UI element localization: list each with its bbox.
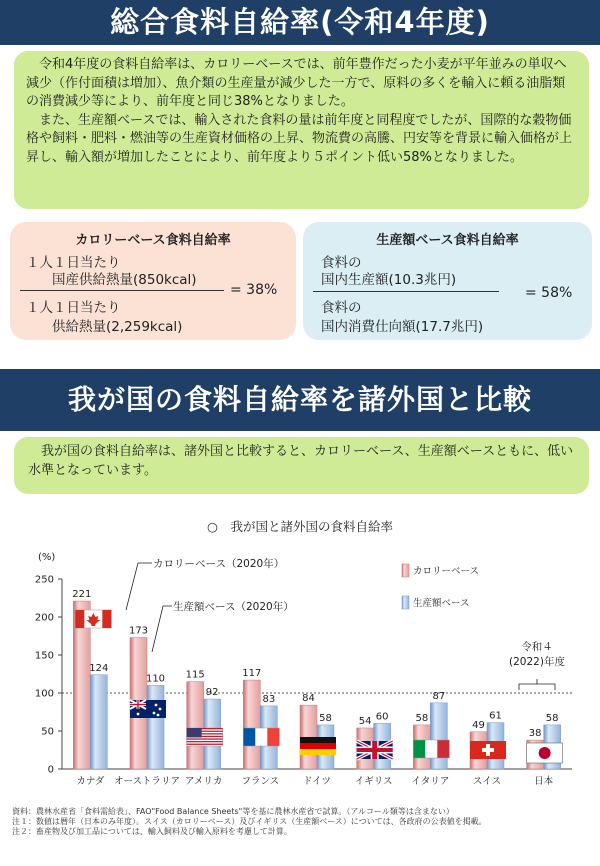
calorie-numerator-line2: 国産供給熱量(850kcal) (52, 272, 197, 288)
canada-flag-icon (75, 610, 111, 628)
production-formula-box (303, 222, 592, 340)
calorie-formula-title: カロリーベース食料自給率 (75, 233, 231, 248)
chart-title: ○ 我が国と諸外国の食料自給率 (207, 519, 393, 534)
y-tick-label: 250 (34, 574, 54, 586)
x-tick-label: ドイツ (302, 776, 332, 787)
x-tick-label: カナダ (76, 776, 105, 787)
data-label-calorie: 54 (358, 715, 372, 727)
data-label-calorie: 173 (128, 625, 149, 637)
comparison-text-box (14, 437, 589, 494)
y-tick-label: 100 (34, 688, 54, 700)
bar-production (147, 685, 164, 769)
annotation-japan-bracket (519, 679, 555, 690)
data-label-calorie: 115 (185, 669, 205, 681)
data-label-calorie: 58 (415, 712, 429, 724)
x-tick-label: 日本 (534, 776, 554, 787)
production-denominator-line2: 国内消費仕向額(17.7兆円) (321, 319, 484, 335)
data-label-production: 58 (545, 712, 559, 724)
switzerland-flag-icon (470, 741, 506, 759)
section-title: 我が国の食料自給率を諸外国と比較 (0, 369, 600, 431)
annotation-production-leader (152, 606, 172, 652)
data-label-production: 124 (89, 662, 109, 674)
bar-production (430, 703, 447, 769)
production-formula-title: 生産額ベース食料自給率 (376, 233, 519, 248)
x-tick-label: フランス (241, 776, 280, 787)
data-label-calorie: 84 (302, 693, 315, 705)
summary-box (14, 51, 589, 209)
data-label-production: 83 (262, 693, 276, 705)
data-label-production: 61 (489, 710, 502, 722)
data-label-calorie: 221 (72, 589, 92, 601)
calorie-result: = 38% (230, 282, 278, 298)
note-1: 注１：数値は暦年（日本のみ年度）。スイス（カロリーベース）及びイギリス（生産額ベース）については、各政府の公表値を掲載。 (12, 817, 487, 826)
annotation-japan-year-line1: 令和４ (521, 641, 553, 653)
annotation-calorie-year: カロリーベース（2020年） (153, 558, 285, 570)
data-label-production: 60 (375, 711, 389, 723)
uk-flag-icon (357, 741, 393, 759)
legend-label-calorie: カロリーベース (413, 566, 480, 577)
production-fraction-line (313, 291, 499, 292)
bar-production (90, 675, 107, 769)
y-axis-unit: (%) (38, 552, 56, 563)
data-label-calorie: 117 (242, 668, 262, 680)
y-tick-label: 150 (34, 650, 54, 662)
australia-flag-icon (130, 700, 166, 718)
y-tick-label: 50 (41, 726, 54, 738)
production-denominator-line1: 食料の (321, 300, 362, 316)
x-tick-label: オーストラリア (113, 776, 181, 787)
france-flag-icon (243, 728, 279, 746)
y-tick-label: 200 (34, 612, 54, 624)
data-label-calorie: 49 (472, 719, 485, 731)
notes (12, 807, 597, 837)
chart-legend (402, 564, 479, 609)
legend-swatch-calorie (402, 564, 409, 577)
calorie-fraction-line (20, 290, 224, 291)
germany-flag-icon (300, 737, 336, 755)
japan-flag-icon (527, 743, 563, 763)
x-tick-label: アメリカ (184, 776, 223, 787)
x-tick-label: イギリス (354, 776, 393, 787)
calorie-numerator-line1: １人１日当たり (26, 255, 121, 271)
legend-swatch-production (402, 596, 409, 609)
data-label-production: 92 (205, 687, 219, 699)
production-numerator-line1: 食料の (321, 255, 362, 271)
annotation-calorie-leader (126, 563, 152, 610)
legend-label-production: 生産額ベース (413, 598, 470, 609)
data-label-production: 87 (432, 690, 446, 702)
summary-paragraph-2: また、生産額ベースでは、輸入された食料の量は前年度と同程度でしたが、国際的な穀物価格や飼料・肥料・燃油等の生産資材価格の上昇、物流費の高騰、円安等を背景に輸入価格が上昇し、輸入額が増加したことにより、前年度より５ポイント低い58%となりました。 (26, 112, 573, 165)
data-label-production: 58 (319, 712, 332, 724)
comparison-text: 我が国の食料自給率は、諸外国と比較すると、カロリーベース、生産額ベースともに、低い水準となっています。 (28, 444, 574, 478)
page-title: 総合食料自給率(令和4年度) (0, 0, 600, 45)
production-result: = 58% (525, 285, 573, 301)
data-label-production: 110 (145, 673, 166, 685)
annotation-japan-year-line2: (2022)年度 (509, 656, 565, 668)
self-sufficiency-chart (0, 540, 600, 805)
y-tick-label: 0 (47, 764, 54, 776)
x-tick-label: イタリア (411, 776, 450, 787)
x-tick-label: スイス (472, 776, 502, 787)
usa-flag-icon (187, 728, 223, 746)
annotation-production-year: 生産額ベース（2020年） (173, 601, 294, 613)
calorie-denominator-line1: １人１日当たり (26, 300, 121, 316)
bar-calorie (187, 682, 204, 769)
calorie-formula-box (10, 222, 296, 340)
bar-calorie (243, 680, 260, 769)
note-2: 注２：畜産物及び加工品については、輸入飼料及び輸入原料を考慮して計算。 (12, 827, 292, 836)
italy-flag-icon (413, 740, 449, 758)
production-numerator-line2: 国内生産額(10.3兆円) (321, 272, 457, 288)
summary-paragraph-1: 令和4年度の食料自給率は、カロリーベースでは、前年豊作だった小麦が平年並みの単収へ減少（作付面積は増加）、魚介類の生産量が減少した一方で、原料の多くを輸入に頼る油脂類の消費減少等により、前年度と同じ38%となりました。 (26, 57, 567, 109)
calorie-denominator-line2: 供給熱量(2,259kcal) (52, 319, 183, 335)
data-label-calorie: 38 (528, 728, 542, 740)
note-source: 資料：農林水産省「食料需給表」、FAO"Food Balance Sheets"等を基に農林水産省で試算。（アルコール類等は含まない） (12, 807, 454, 816)
